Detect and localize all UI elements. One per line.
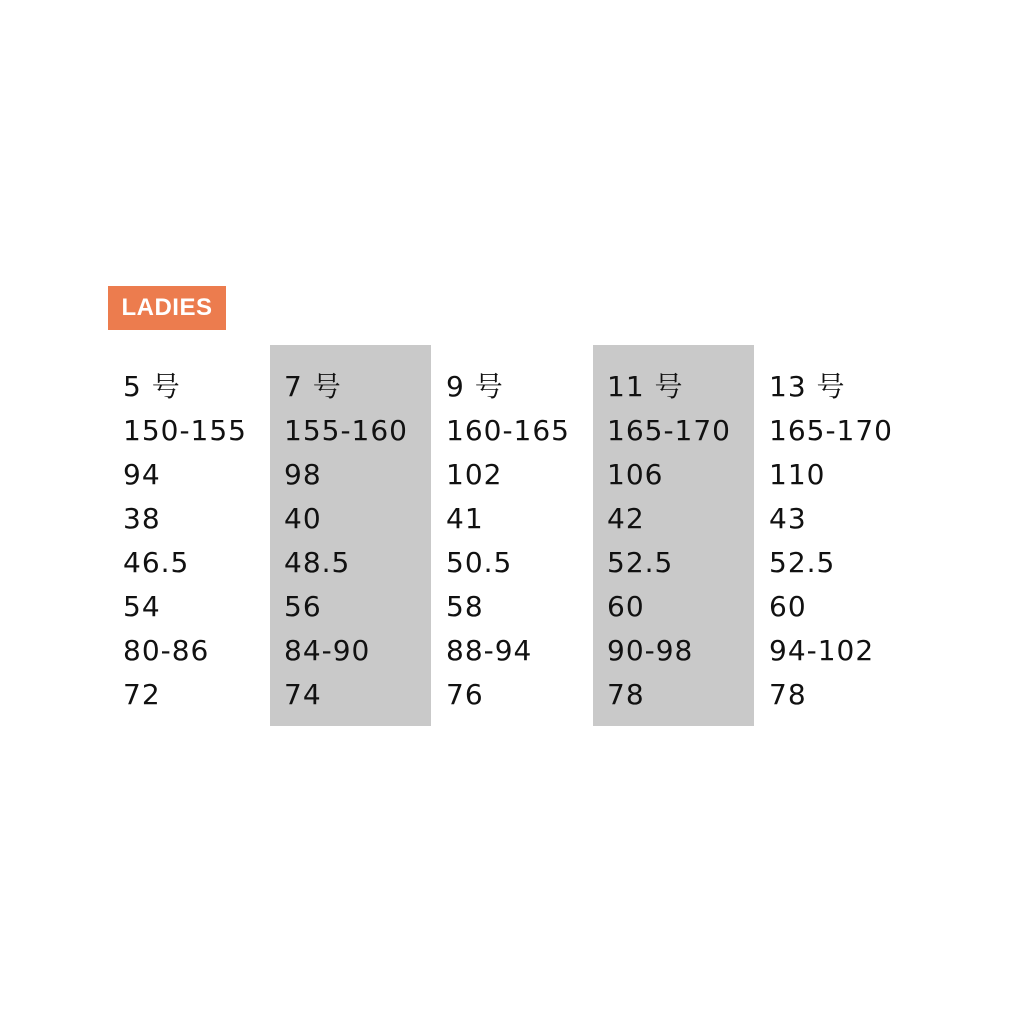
size-header: 11 号 xyxy=(607,370,684,403)
size-column xyxy=(123,365,247,717)
table-cell: 41 xyxy=(446,502,484,535)
table-cell: 56 xyxy=(284,590,322,623)
size-header: 7 号 xyxy=(284,370,342,403)
table-cell: 110 xyxy=(769,458,826,491)
table-cell: 43 xyxy=(769,502,807,535)
table-cell: 90-98 xyxy=(607,634,694,667)
table-cell: 72 xyxy=(123,678,161,711)
size-column xyxy=(446,365,570,717)
table-cell: 58 xyxy=(446,590,484,623)
table-cell: 165-170 xyxy=(607,414,731,447)
table-cell: 94 xyxy=(123,458,161,491)
table-cell: 52.5 xyxy=(607,546,674,579)
table-cell: 88-94 xyxy=(446,634,533,667)
table-cell: 40 xyxy=(284,502,322,535)
table-cell: 76 xyxy=(446,678,484,711)
category-badge: LADIES xyxy=(108,286,226,330)
table-cell: 94-102 xyxy=(769,634,875,667)
size-header: 9 号 xyxy=(446,370,504,403)
table-cell: 150-155 xyxy=(123,414,247,447)
table-cell: 98 xyxy=(284,458,322,491)
table-cell: 78 xyxy=(607,678,645,711)
size-header: 5 号 xyxy=(123,370,181,403)
table-cell: 160-165 xyxy=(446,414,570,447)
table-cell: 54 xyxy=(123,590,161,623)
table-cell: 52.5 xyxy=(769,546,836,579)
table-cell: 165-170 xyxy=(769,414,893,447)
size-column xyxy=(607,365,731,717)
table-cell: 48.5 xyxy=(284,546,351,579)
size-header: 13 号 xyxy=(769,370,846,403)
size-column xyxy=(284,365,408,717)
table-cell: 42 xyxy=(607,502,645,535)
table-cell: 106 xyxy=(607,458,664,491)
table-cell: 155-160 xyxy=(284,414,408,447)
size-column xyxy=(769,365,893,717)
table-cell: 50.5 xyxy=(446,546,513,579)
table-cell: 46.5 xyxy=(123,546,190,579)
table-cell: 78 xyxy=(769,678,807,711)
table-cell: 38 xyxy=(123,502,161,535)
table-cell: 84-90 xyxy=(284,634,371,667)
table-cell: 60 xyxy=(607,590,645,623)
table-cell: 60 xyxy=(769,590,807,623)
table-cell: 74 xyxy=(284,678,322,711)
table-cell: 80-86 xyxy=(123,634,210,667)
table-cell: 102 xyxy=(446,458,503,491)
